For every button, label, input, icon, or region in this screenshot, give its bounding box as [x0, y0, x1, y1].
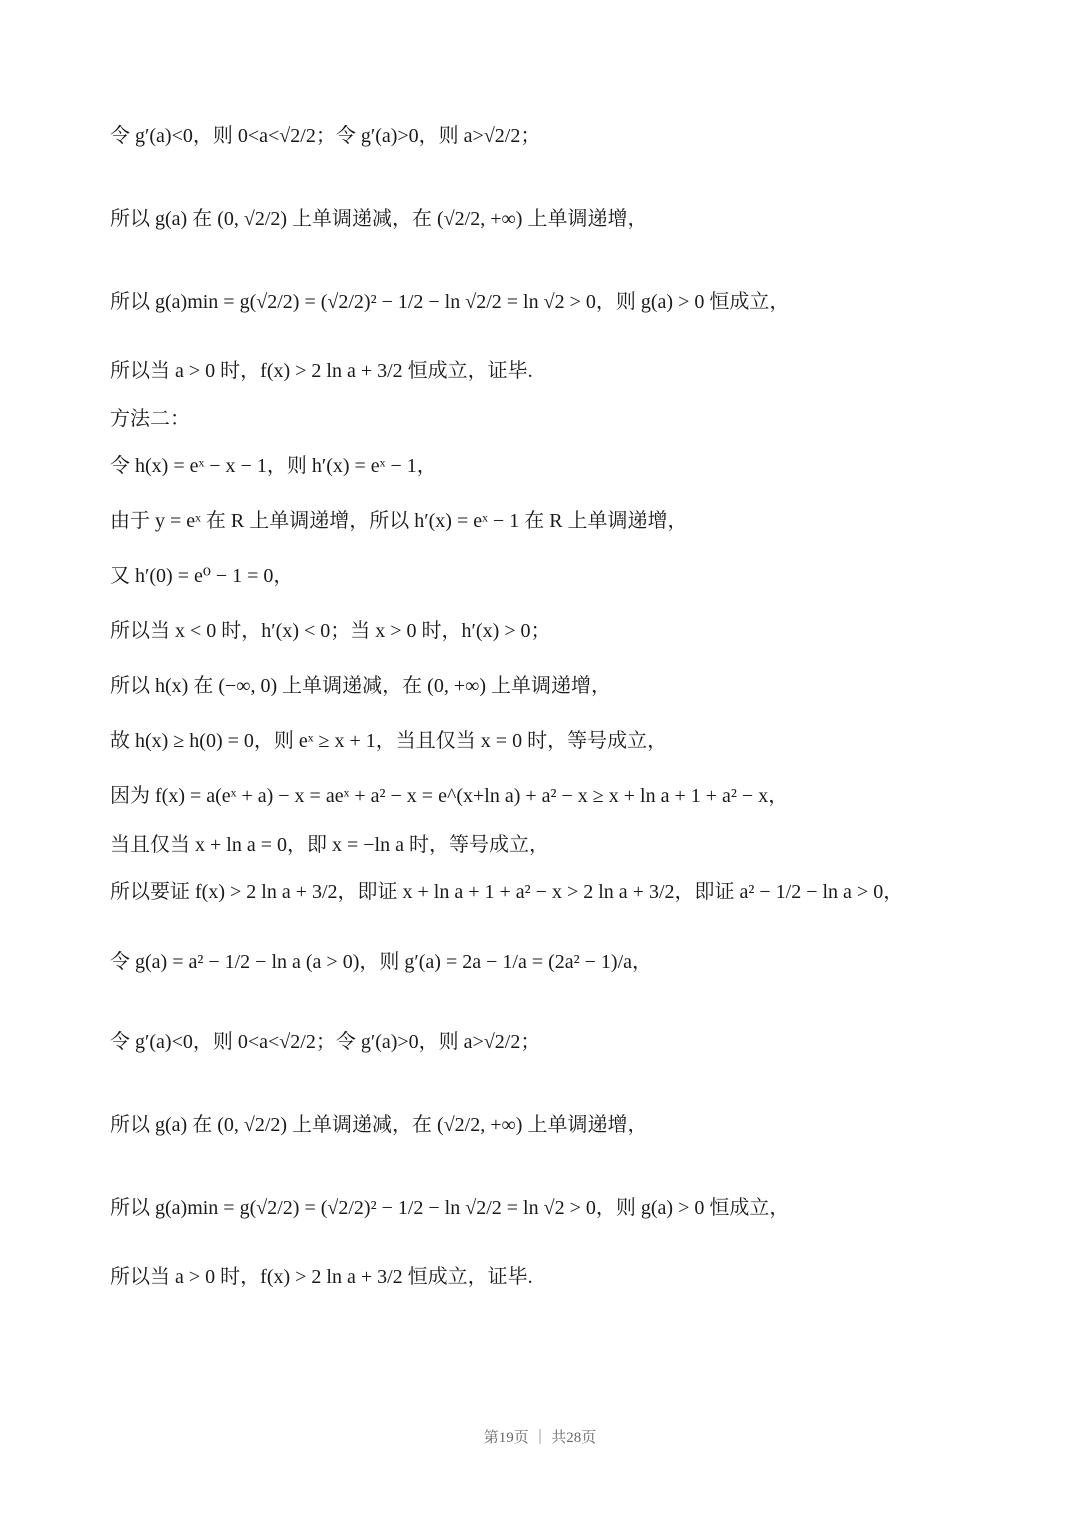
text-line-14: 所以要证 f(x) > 2 ln a + 3/2，即证 x + ln a + 1 + a² − x > 2 ln a + 3/2，即证 a² − 1/2 − ln a > 0，	[110, 881, 904, 903]
text-line-4: 所以当 a > 0 时，f(x) > 2 ln a + 3/2 恒成立，证毕.	[110, 360, 533, 382]
text-line-8: 又 h′(0) = e⁰ − 1 = 0，	[110, 565, 294, 587]
text-line-9: 所以当 x < 0 时，h′(x) < 0；当 x > 0 时，h′(x) > 0；	[110, 620, 551, 642]
page-footer: 第19页 ｜ 共28页	[483, 1430, 597, 1446]
text-line-1: 令 g′(a)<0，则 0<a<√2/2；令 g′(a)>0，则 a>√2/2；	[110, 125, 541, 147]
text-line-10: 所以 h(x) 在 (−∞, 0) 上单调递减，在 (0, +∞) 上单调递增，	[110, 675, 612, 697]
text-line-13: 当且仅当 x + ln a = 0，即 x = −ln a 时，等号成立，	[110, 834, 549, 856]
text-line-18: 所以 g(a)min = g(√2/2) = (√2/2)² − 1/2 − ln √2/2 = ln √2 > 0，则 g(a) > 0 恒成立，	[110, 1197, 790, 1219]
text-line-17: 所以 g(a) 在 (0, √2/2) 上单调递减，在 (√2/2, +∞) 上单调递增，	[110, 1114, 648, 1136]
text-line-6: 令 h(x) = eˣ − x − 1，则 h′(x) = eˣ − 1，	[110, 455, 437, 477]
text-line-16: 令 g′(a)<0，则 0<a<√2/2；令 g′(a)>0，则 a>√2/2；	[110, 1031, 541, 1053]
text-line-7: 由于 y = eˣ 在 R 上单调递增，所以 h′(x) = eˣ − 1 在 R 上单调递增，	[110, 510, 688, 532]
text-line-11: 故 h(x) ≥ h(0) = 0，则 eˣ ≥ x + 1，当且仅当 x = 0 时，等号成立，	[110, 730, 668, 752]
text-line-2: 所以 g(a) 在 (0, √2/2) 上单调递减，在 (√2/2, +∞) 上单调递增，	[110, 208, 648, 230]
text-line-3: 所以 g(a)min = g(√2/2) = (√2/2)² − 1/2 − ln √2/2 = ln √2 > 0，则 g(a) > 0 恒成立，	[110, 291, 790, 313]
text-line-19: 所以当 a > 0 时，f(x) > 2 ln a + 3/2 恒成立，证毕.	[110, 1266, 533, 1288]
text-line-12: 因为 f(x) = a(eˣ + a) − x = aeˣ + a² − x = e^(x+ln a) + a² − x ≥ x + ln a + 1 + a² − x，	[110, 785, 789, 807]
section-heading: 方法二：	[110, 408, 190, 430]
text-line-15: 令 g(a) = a² − 1/2 − ln a (a > 0)，则 g′(a) = 2a − 1/a = (2a² − 1)/a，	[110, 951, 653, 973]
